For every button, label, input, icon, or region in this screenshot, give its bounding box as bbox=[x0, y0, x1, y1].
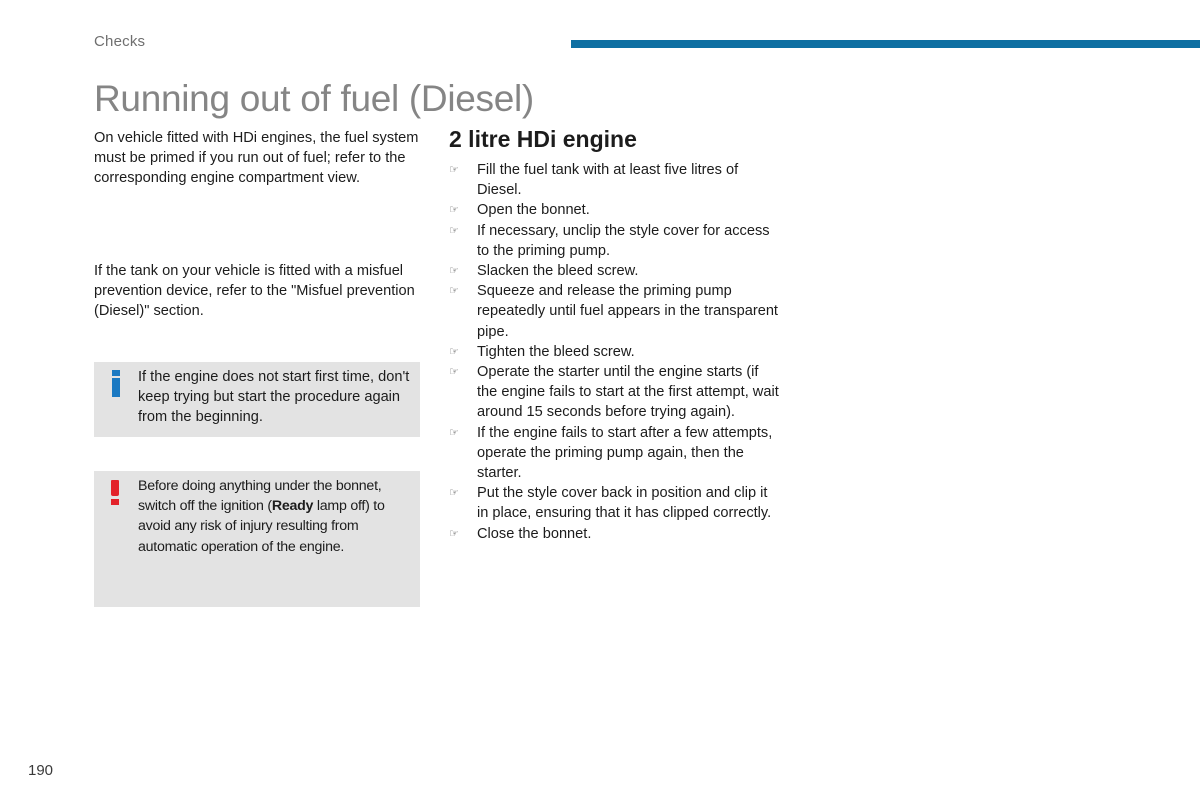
procedure-step-text: Put the style cover back in position and clip it in place, ensuring that it has clipped correctly. bbox=[477, 485, 772, 522]
page-number: 190 bbox=[28, 762, 54, 779]
pointing-hand-icon: ☞ bbox=[449, 264, 459, 278]
pointing-hand-icon: ☞ bbox=[449, 365, 459, 379]
info-note-box bbox=[94, 362, 420, 437]
procedure-step-text: If necessary, unclip the style cover for access to the priming pump. bbox=[477, 222, 770, 259]
header-accent-bar bbox=[571, 40, 1200, 48]
info-icon bbox=[111, 370, 121, 396]
procedure-step-text: Open the bonnet. bbox=[477, 202, 590, 219]
procedure-step bbox=[449, 221, 779, 261]
procedure-step bbox=[449, 200, 779, 220]
procedure-step bbox=[449, 524, 779, 544]
misfuel-paragraph: If the tank on your vehicle is fitted with a misfuel prevention device, refer to the "Misfuel prevention (Diesel)" section. bbox=[94, 263, 415, 320]
procedure-step bbox=[449, 342, 779, 362]
procedure-step-text: Tighten the bleed screw. bbox=[477, 343, 635, 360]
pointing-hand-icon: ☞ bbox=[449, 203, 459, 217]
warning-icon bbox=[110, 480, 120, 506]
warning-text-end: lamp off) to avoid any risk of injury resulting from automatic operation of the engine. bbox=[138, 498, 385, 555]
procedure-step bbox=[449, 483, 779, 523]
pointing-hand-icon: ☞ bbox=[449, 486, 459, 500]
pointing-hand-icon: ☞ bbox=[449, 223, 459, 237]
warning-note-text bbox=[138, 476, 418, 557]
procedure-step bbox=[449, 423, 779, 484]
procedure-step bbox=[449, 281, 779, 342]
info-note-text: If the engine does not start first time, don't keep trying but start the procedure again from the beginning. bbox=[138, 369, 410, 426]
ready-lamp-label: Ready bbox=[271, 498, 314, 515]
intro-paragraph: On vehicle fitted with HDi engines, the fuel system must be primed if you run out of fuel; refer to the corresponding engine compartment view. bbox=[94, 130, 419, 187]
warning-text-start: Before doing anything under the bonnet, switch off the ignition ( bbox=[138, 478, 382, 515]
engine-subheading: 2 litre HDi engine bbox=[449, 126, 637, 152]
procedure-step bbox=[449, 160, 779, 200]
procedure-step-text: If the engine fails to start after a few attempts, operate the priming pump again, then the starter. bbox=[477, 424, 773, 482]
procedure-step-text: Close the bonnet. bbox=[477, 525, 592, 542]
pointing-hand-icon: ☞ bbox=[449, 425, 459, 439]
page-title: Running out of fuel (Diesel) bbox=[94, 78, 534, 119]
warning-note-box bbox=[94, 471, 420, 607]
procedure-step-text: Squeeze and release the priming pump repeatedly until fuel appears in the transparent pipe. bbox=[477, 283, 778, 340]
pointing-hand-icon: ☞ bbox=[449, 344, 459, 358]
pointing-hand-icon: ☞ bbox=[449, 284, 459, 298]
pointing-hand-icon: ☞ bbox=[449, 526, 459, 540]
procedure-steps-list bbox=[449, 160, 779, 544]
pointing-hand-icon: ☞ bbox=[449, 163, 459, 176]
procedure-step-text: Fill the fuel tank with at least five litres of Diesel. bbox=[477, 162, 739, 199]
procedure-step bbox=[449, 362, 779, 423]
procedure-step-text: Slacken the bleed screw. bbox=[477, 263, 639, 280]
section-label: Checks bbox=[94, 33, 146, 50]
procedure-step-text: Operate the starter until the engine starts (if the engine fails to start at the first attempt, wait around 15 seconds before trying again). bbox=[477, 364, 779, 421]
procedure-step bbox=[449, 261, 779, 281]
